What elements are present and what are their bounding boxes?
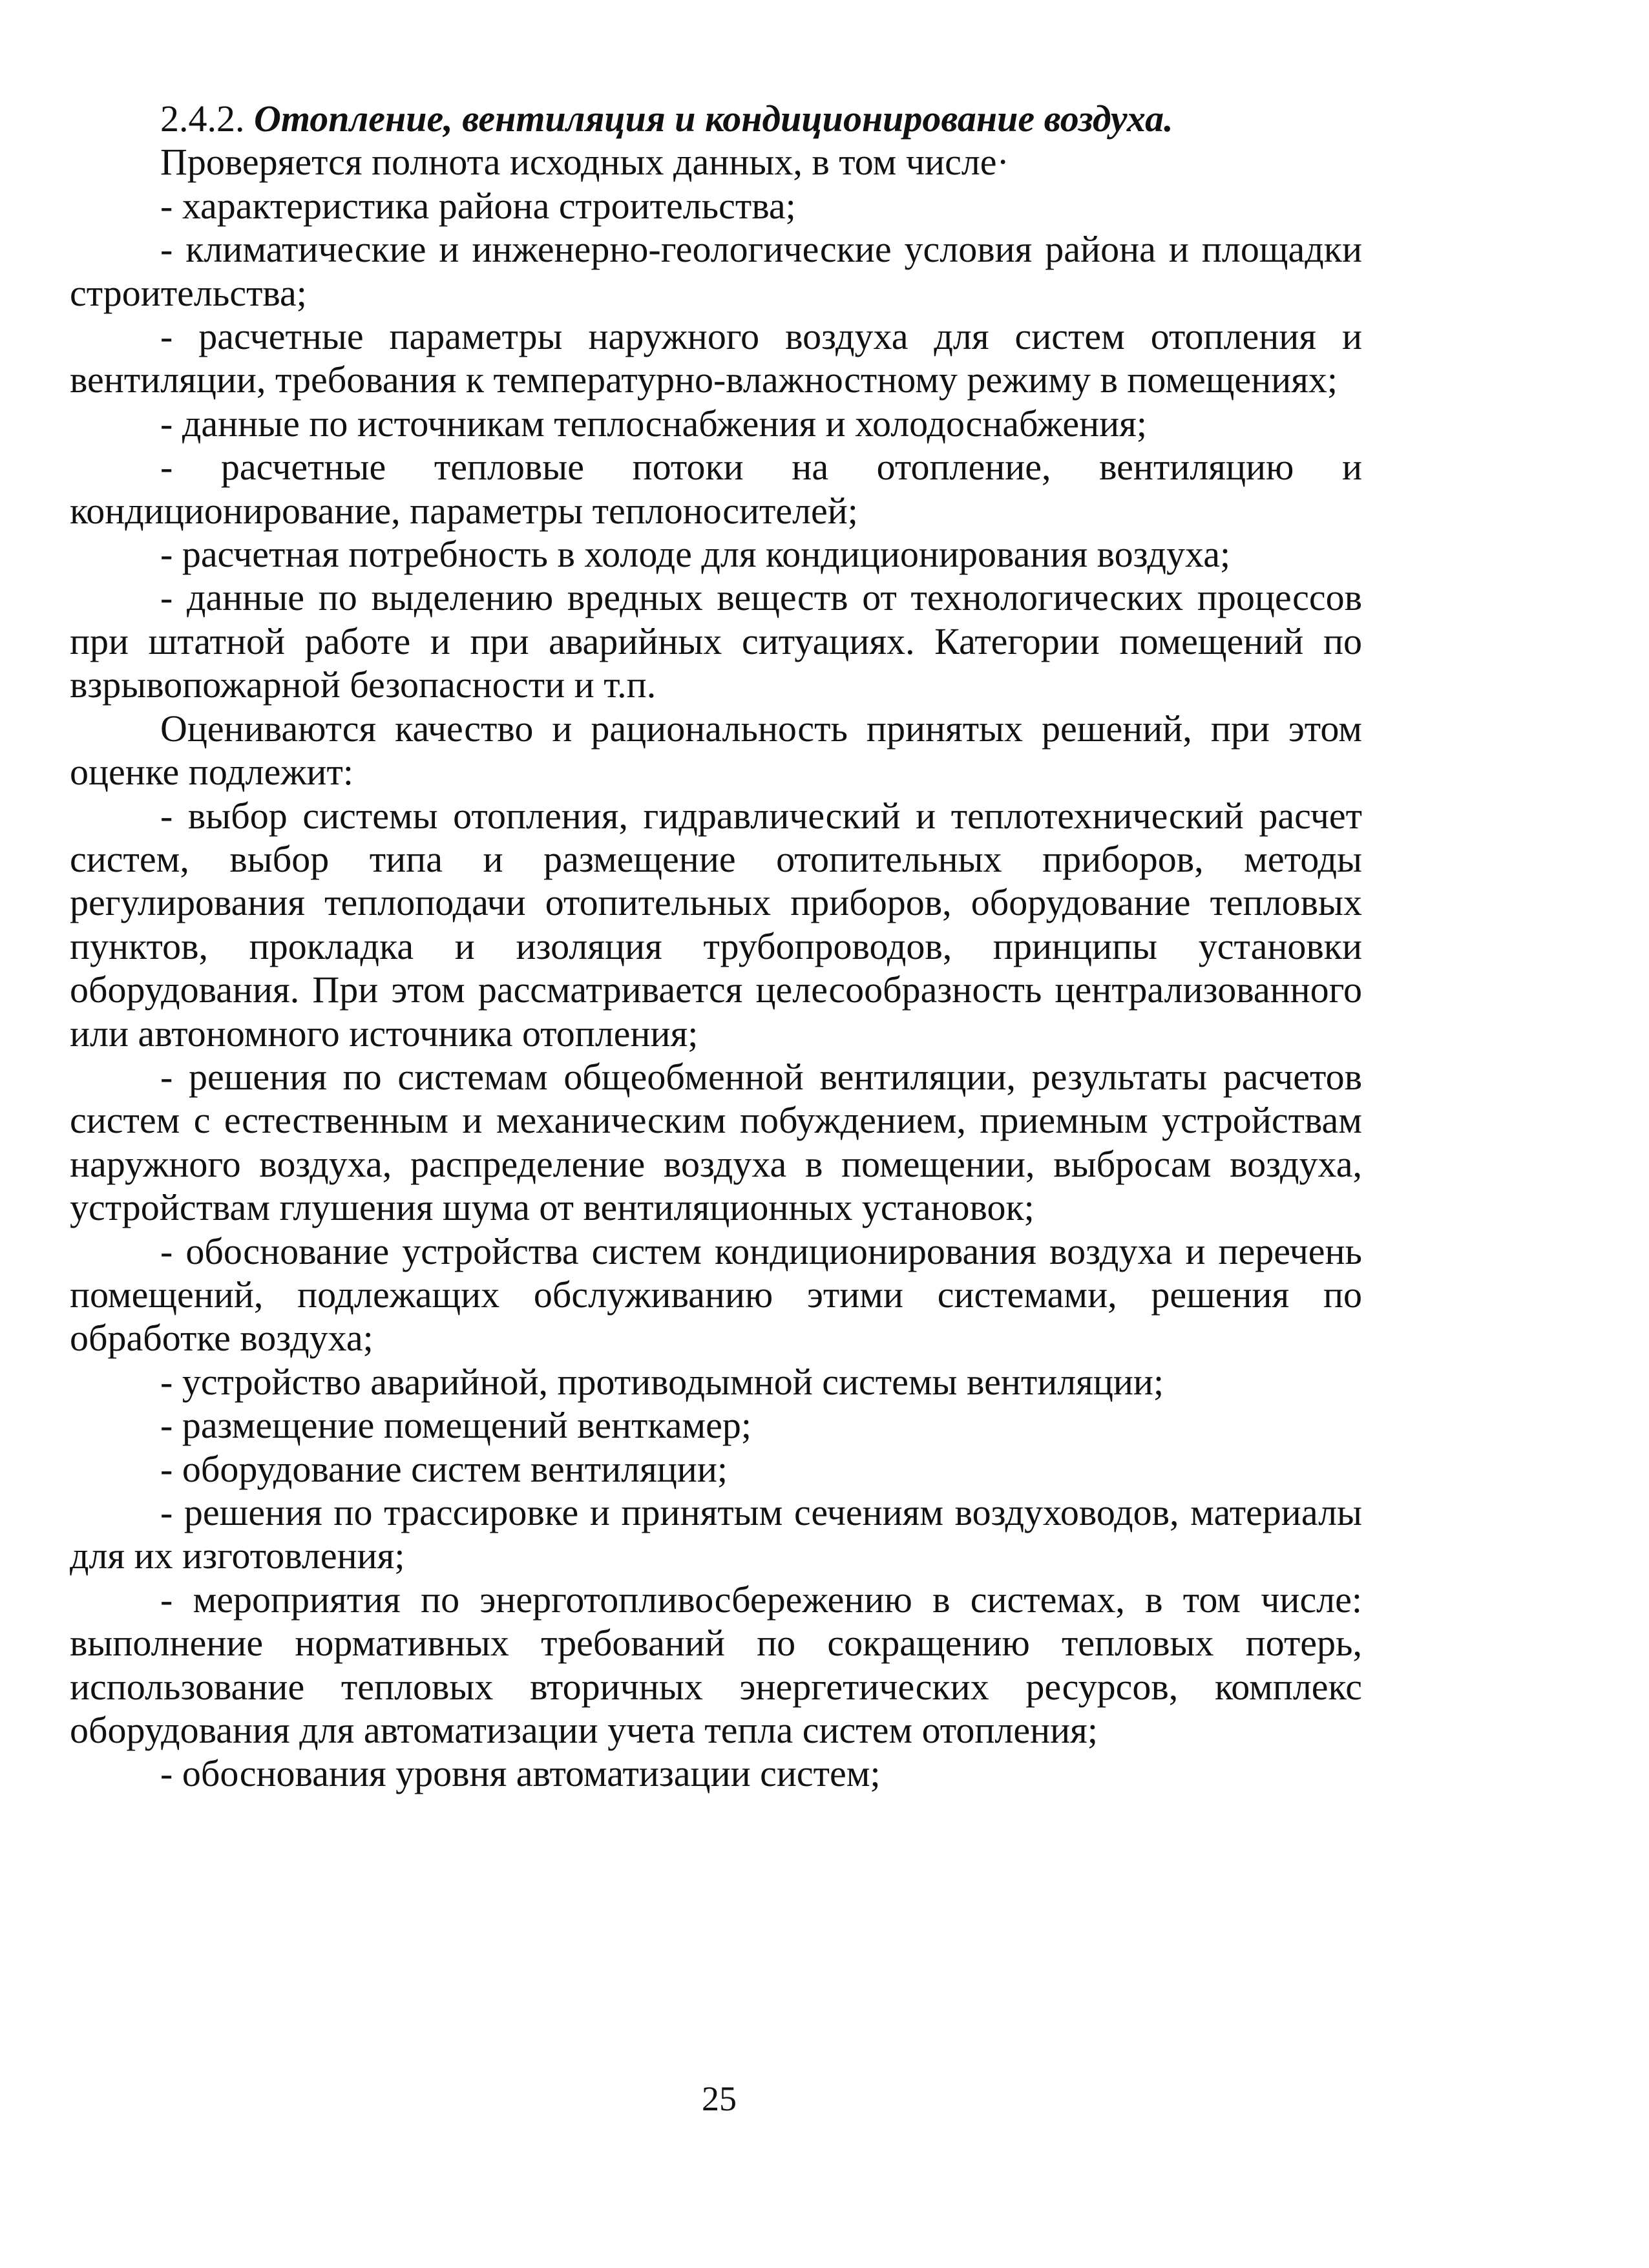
paragraph: - данные по источникам теплоснабжения и холодоснабжения;: [160, 402, 1147, 445]
paragraph: - устройство аварийной, противодымной системы вентиляции;: [160, 1360, 1164, 1403]
section-heading: [70, 97, 1362, 140]
paragraph: Проверяется полнота исходных данных, в том числе·: [160, 141, 1009, 184]
paragraph: - данные по выделению вредных веществ от технологических процессов при штатной работе и при аварийных ситуациях. Категории помещений по взрывопожарной безопасности и т.п.: [70, 576, 1362, 706]
section-number: 2.4.2.: [160, 98, 245, 140]
paragraph: - обоснования уровня автоматизации систем;: [160, 1752, 881, 1795]
paragraph: - выбор системы отопления, гидравлический и теплотехнический расчет систем, выбор типа и размещение отопительных приборов, методы регулирования теплоподачи отопительных приборов, оборудование тепловых пунктов, прокладка и изоляция трубопроводов, принципы установки оборудования. При этом рассматривается целесообразность централизованного или автономного источника отопления;: [70, 794, 1362, 1055]
text-body: [70, 97, 1362, 1796]
section-title: Отопление, вентиляция и кондиционирование воздуха.: [254, 98, 1173, 140]
paragraph: - характеристика района строительства;: [160, 184, 796, 227]
paragraph: - решения по трассировке и принятым сечениям воздуховодов, материалы для их изготовления;: [70, 1491, 1362, 1577]
paragraph: - климатические и инженерно-геологические условия района и площадки строительства;: [70, 228, 1362, 314]
paragraph: - оборудование систем вентиляции;: [160, 1447, 728, 1490]
paragraph: - обоснование устройства систем кондиционирования воздуха и перечень помещений, подлежащих обслуживанию этими системами, решения по обработке воздуха;: [70, 1230, 1362, 1360]
page-number: 25: [702, 2079, 737, 2118]
paragraph: - размещение помещений венткамер;: [160, 1404, 752, 1447]
paragraph: Оцениваются качество и рациональность принятых решений, при этом оценке подлежит:: [70, 707, 1362, 793]
paragraph: - мероприятия по энерготопливосбережению в системах, в том числе: выполнение нормативных требований по сокращению тепловых потерь, использование тепловых вторичных энергетических ресурсов, комплекс оборудования для автоматизации учета тепла систем отопления;: [70, 1578, 1362, 1752]
paragraph: - решения по системам общеобменной вентиляции, результаты расчетов систем с естественным и механическим побуждением, приемным устройствам наружного воздуха, распределение воздуха в помещении, выбросам воздуха, устройствам глушения шума от вентиляционных установок;: [70, 1055, 1362, 1229]
paragraph: - расчетные тепловые потоки на отопление, вентиляцию и кондиционирование, параметры теплоносителей;: [70, 446, 1362, 532]
paragraph: - расчетная потребность в холоде для кондиционирования воздуха;: [160, 533, 1231, 576]
paragraph: - расчетные параметры наружного воздуха для систем отопления и вентиляции, требования к температурно-влажностному режиму в помещениях;: [70, 315, 1362, 401]
